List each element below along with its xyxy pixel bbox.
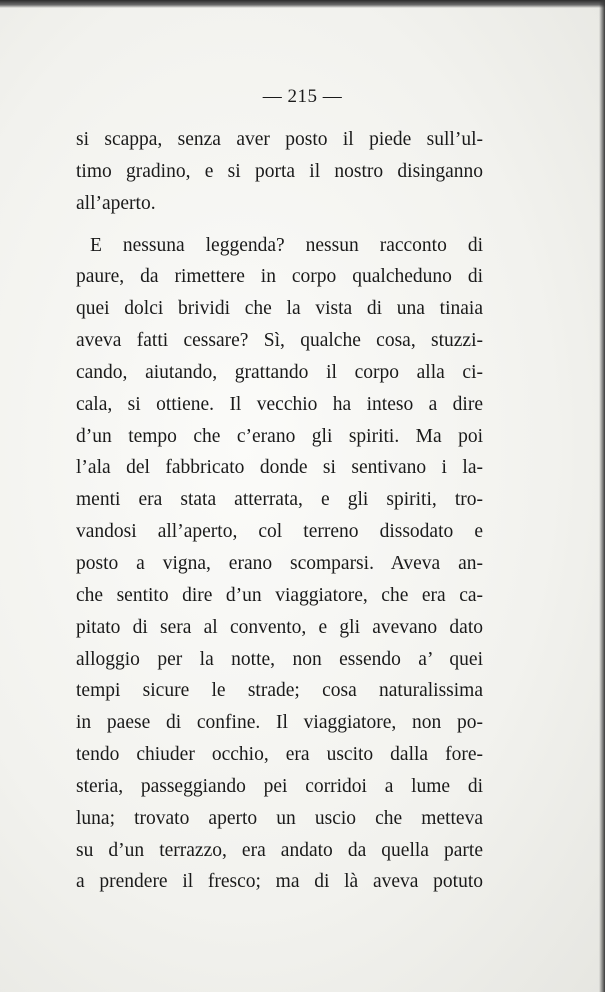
text-line: pitato di sera al convento, e gli avevano dato bbox=[76, 616, 483, 638]
paragraph bbox=[76, 124, 483, 220]
text-line: in paese di confine. Il viaggiatore, non po- bbox=[76, 712, 483, 734]
text-line: vandosi all’aperto, col terreno dissodato e bbox=[76, 521, 483, 543]
paragraph bbox=[76, 230, 483, 899]
paragraph-gap bbox=[76, 220, 483, 230]
body-text bbox=[76, 124, 483, 898]
text-line: cala, si ottiene. Il vecchio ha inteso a dire bbox=[76, 393, 483, 415]
scan-right-edge bbox=[599, 0, 605, 992]
text-line: luna; trovato aperto un uscio che metteva bbox=[76, 807, 483, 829]
text-line: a prendere il fresco; ma di là aveva potuto bbox=[76, 871, 483, 893]
text-line: alloggio per la notte, non essendo a’ quei bbox=[76, 648, 483, 670]
text-line: si scappa, senza aver posto il piede sull’ul- bbox=[76, 129, 483, 150]
text-line: aveva fatti cessare? Sì, qualche cosa, stuzzi- bbox=[76, 330, 483, 352]
text-line: tempi sicure le strade; cosa naturalissima bbox=[76, 680, 483, 702]
text-line: su d’un terrazzo, era andato da quella parte bbox=[76, 839, 483, 861]
text-line: steria, passeggiando pei corridoi a lume di bbox=[76, 775, 483, 797]
text-line: che sentito dire d’un viaggiatore, che era ca- bbox=[76, 584, 483, 606]
page-number: — 215 — bbox=[262, 86, 343, 107]
text-line: all’aperto. bbox=[76, 192, 156, 214]
text-line: menti era stata atterrata, e gli spiriti, tro- bbox=[76, 489, 483, 511]
text-line: posto a vigna, erano scomparsi. Aveva an- bbox=[76, 552, 483, 574]
text-line: l’ala del fabbricato donde si sentivano i la- bbox=[76, 457, 483, 479]
scan-top-edge bbox=[0, 0, 605, 8]
text-line: quei dolci brividi che la vista di una tinaia bbox=[76, 298, 483, 320]
text-line: d’un tempo che c’erano gli spiriti. Ma poi bbox=[76, 425, 483, 447]
text-line: cando, aiutando, grattando il corpo alla ci- bbox=[76, 361, 483, 383]
text-line: tendo chiuder occhio, era uscito dalla fore- bbox=[76, 744, 483, 766]
text-line: timo gradino, e si porta il nostro disinganno bbox=[76, 160, 483, 182]
text-line: paure, da rimettere in corpo qualcheduno di bbox=[76, 266, 483, 288]
text-line: E nessuna leggenda? nessun racconto di bbox=[90, 234, 483, 256]
